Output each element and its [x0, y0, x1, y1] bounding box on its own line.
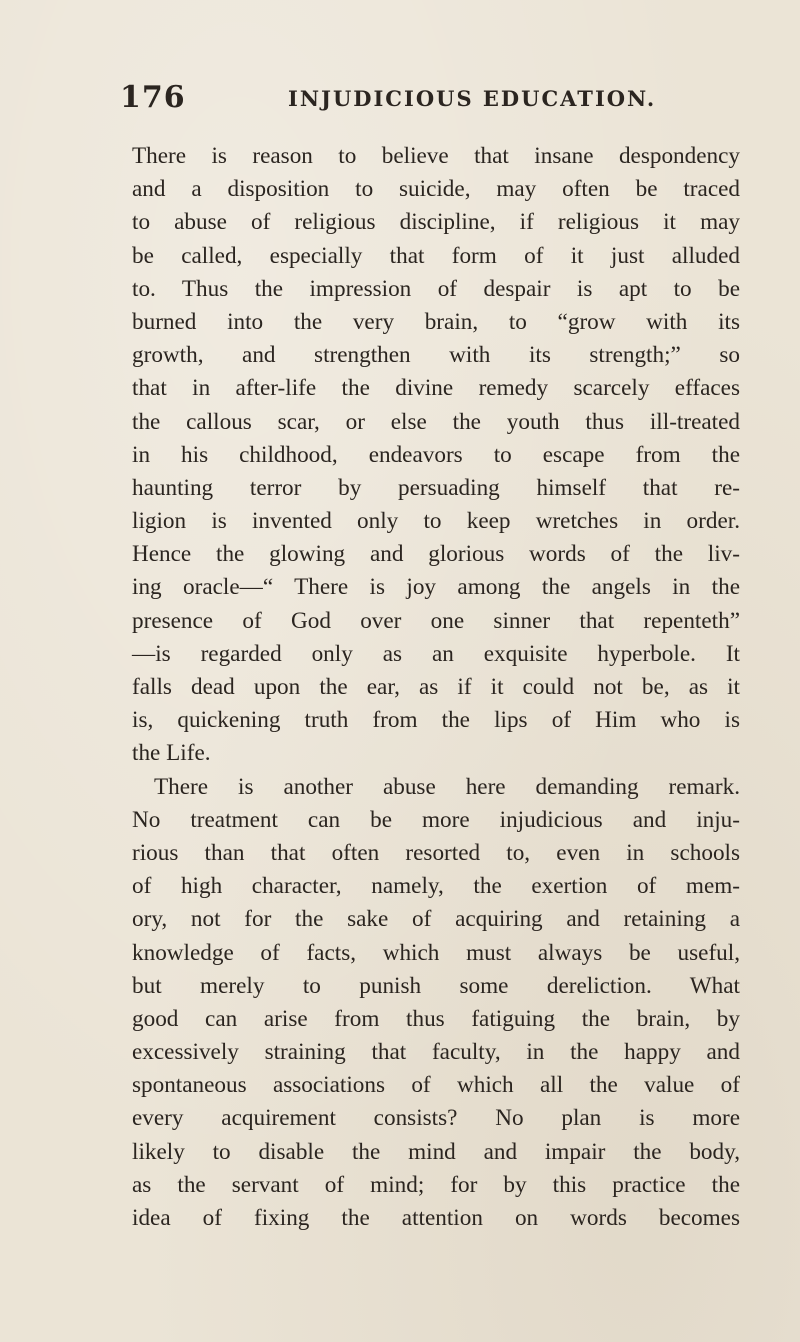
- text-line: and a disposition to suicide, may often be traced: [132, 176, 740, 203]
- text-line: ing oracle—“ There is joy among the angels in the: [132, 574, 740, 601]
- text-line: knowledge of facts, which must always be useful,: [132, 939, 740, 966]
- text-line: No treatment can be more injudicious and inju-: [132, 806, 740, 833]
- text-line: idea of fixing the attention on words becomes: [132, 1205, 740, 1231]
- text-line: spontaneous associations of which all the value of: [132, 1072, 740, 1099]
- text-line: to abuse of religious discipline, if religious it may: [132, 209, 740, 236]
- text-line: ligion is invented only to keep wretches in order.: [132, 508, 740, 535]
- text-line: good can arise from thus fatiguing the brain, by: [132, 1005, 740, 1032]
- text-line: be called, especially that form of it just alluded: [132, 242, 740, 269]
- text-line: —is regarded only as an exquisite hyperbole. It: [132, 640, 740, 667]
- text-line-paragraph-start: There is another abuse here demanding remark.: [154, 773, 740, 800]
- text-line: Hence the glowing and glorious words of the liv-: [132, 541, 740, 568]
- page-header: [120, 80, 740, 120]
- text-line: every acquirement consists? No plan is more: [132, 1105, 740, 1132]
- text-line: rious than that often resorted to, even in schools: [132, 839, 740, 866]
- text-line: burned into the very brain, to “grow with its: [132, 308, 740, 335]
- text-line: excessively straining that faculty, in the happy and: [132, 1039, 740, 1066]
- text-line: growth, and strengthen with its strength;” so: [132, 342, 740, 369]
- text-line: as the servant of mind; for by this practice the: [132, 1171, 740, 1198]
- text-line: in his childhood, endeavors to escape from the: [132, 441, 740, 468]
- text-line: the callous scar, or else the youth thus ill-treated: [132, 408, 740, 435]
- text-line: presence of God over one sinner that repenteth”: [132, 607, 740, 634]
- text-line: falls dead upon the ear, as if it could not be, as it: [132, 674, 740, 700]
- running-head: INJUDICIOUS EDUCATION.: [288, 86, 657, 111]
- text-line-paragraph-end: the Life.: [132, 740, 211, 767]
- text-line: is, quickening truth from the lips of Him who is: [132, 707, 740, 734]
- text-line: ory, not for the sake of acquiring and retaining a: [132, 906, 740, 933]
- text-line: of high character, namely, the exertion of mem-: [132, 873, 740, 900]
- body-text: [132, 140, 740, 1235]
- page-number: 176: [120, 80, 186, 115]
- text-line: that in after-life the divine remedy scarcely effaces: [132, 375, 740, 402]
- text-line: but merely to punish some dereliction. What: [132, 972, 740, 999]
- text-line: likely to disable the mind and impair the body,: [132, 1138, 740, 1165]
- text-line: to. Thus the impression of despair is apt to be: [132, 275, 740, 302]
- text-line: haunting terror by persuading himself that re-: [132, 474, 740, 501]
- text-line: There is reason to believe that insane despondency: [132, 143, 740, 169]
